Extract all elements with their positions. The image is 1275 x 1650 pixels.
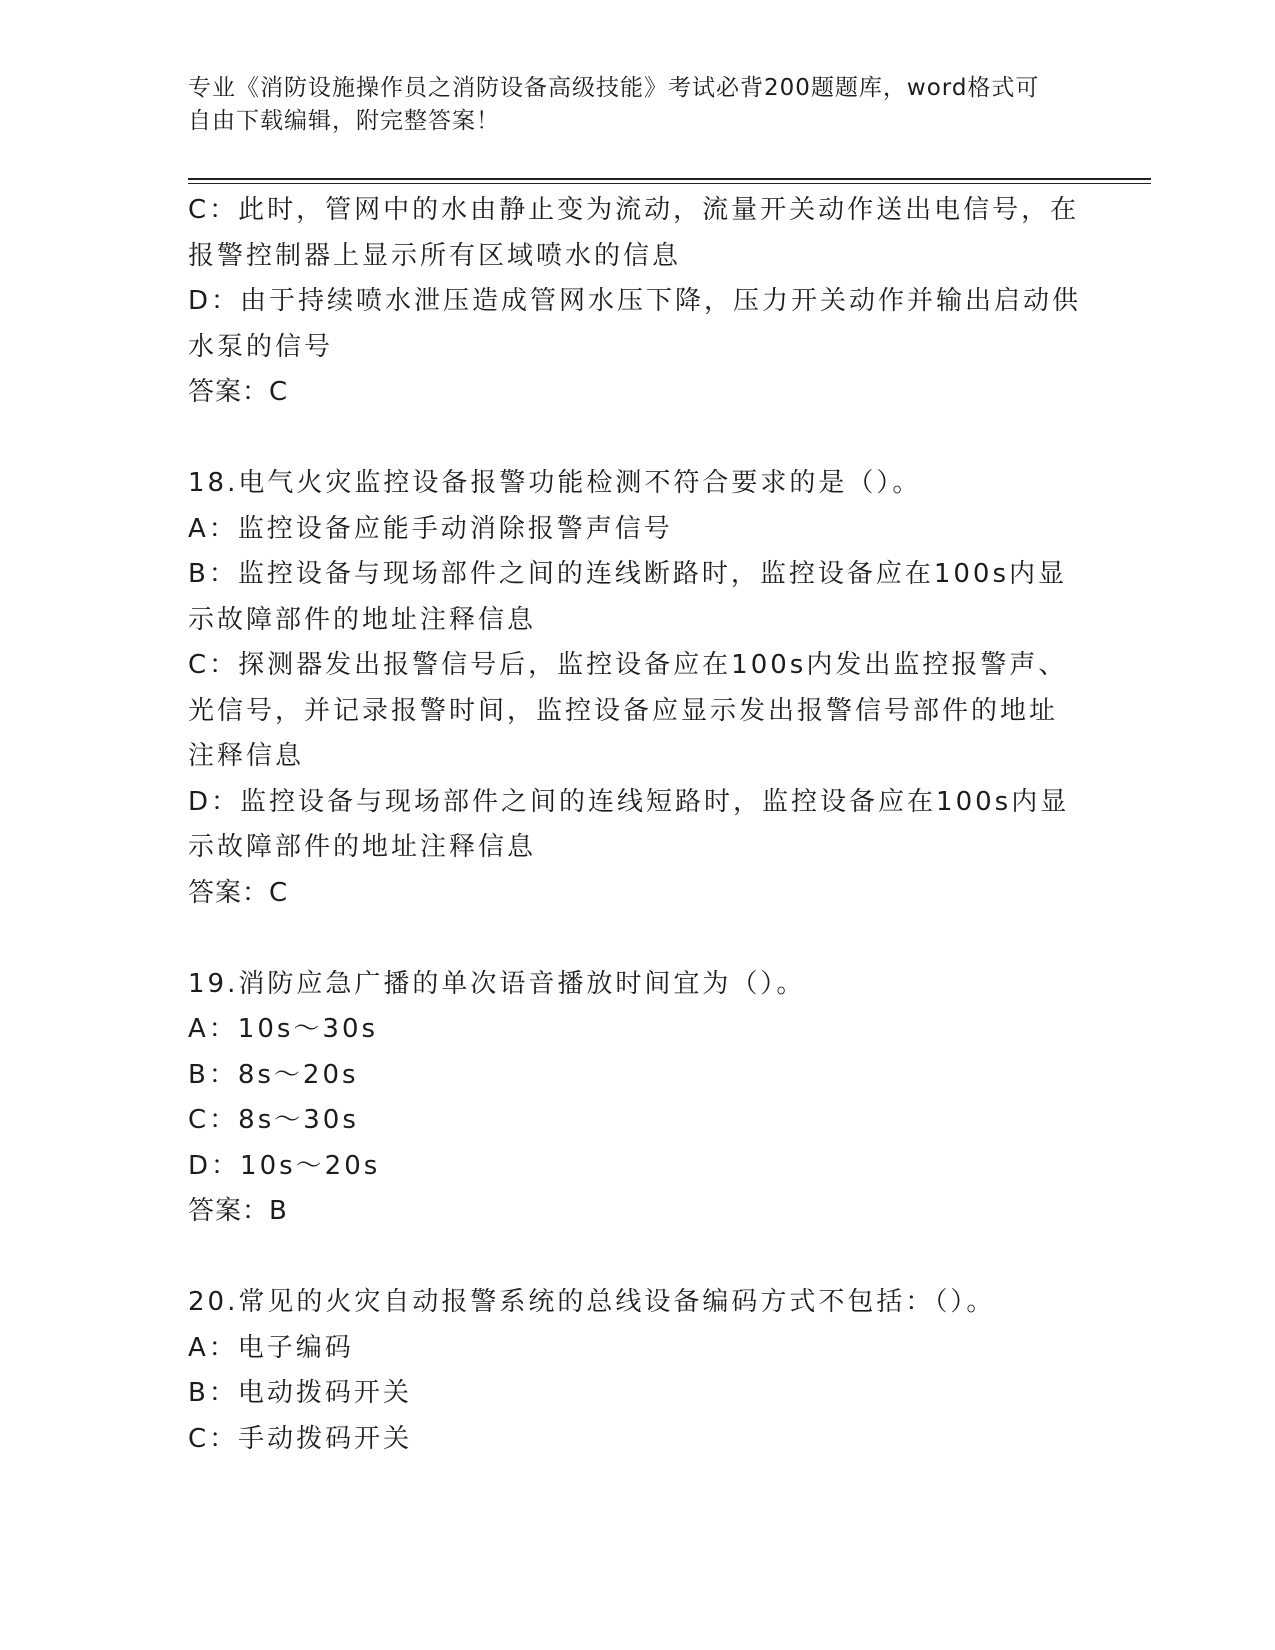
question-18 [188,461,1088,916]
document-header [188,72,1088,138]
option-c-line: 报警控制器上显示所有区域喷水的信息 [188,240,682,271]
option-a: A：监控设备应能手动消除报警声信号 [188,513,673,544]
option-c-line: 光信号，并记录报警时间，监控设备应显示发出报警信号部件的地址 [188,695,1059,726]
header-divider-thick [188,178,1151,180]
option-b: B：电动拨码开关 [188,1378,412,1408]
header-line-2: 自由下载编辑，附完整答案！ [188,108,500,134]
option-c: C：8s～30s [188,1105,359,1135]
option-c-line: C：探测器发出报警信号后，监控设备应在100s内发出监控报警声、 [188,650,1068,680]
header-divider-thin [188,183,1151,184]
option-d-line: 示故障部件的地址注释信息 [188,832,537,862]
option-a: A：10s～30s [188,1014,379,1044]
option-c: C：手动拨码开关 [188,1423,413,1454]
option-d-line: D：由于持续喷水泄压造成管网水压下降，压力开关动作并输出启动供 [188,286,1082,316]
question-stem: 18.电气火灾监控设备报警功能检测不符合要求的是（）。 [188,468,922,498]
option-b-line: 示故障部件的地址注释信息 [188,604,537,635]
option-d-line: D：监控设备与现场部件之间的连线短路时，监控设备应在100s内显 [188,786,1070,817]
spacer [188,1235,1088,1281]
spacer [188,916,1088,962]
option-c-line: C：此时，管网中的水由静止变为流动，流量开关动作送出电信号，在 [188,195,1080,225]
question-17-tail [188,188,1088,416]
answer-line: 答案：C [188,877,289,908]
answer-line: 答案：C [188,377,289,407]
option-a: A：电子编码 [188,1332,354,1363]
question-content [188,188,1088,1462]
question-19 [188,962,1088,1235]
header-line-1: 专业《消防设施操作员之消防设备高级技能》考试必背200题题库，word格式可 [188,75,1040,101]
question-20 [188,1280,1088,1462]
option-d: D：10s～20s [188,1150,381,1181]
option-d-line: 水泵的信号 [188,331,334,362]
option-c-line: 注释信息 [188,741,305,771]
answer-line: 答案：B [188,1196,288,1226]
question-stem: 20.常见的火灾自动报警系统的总线设备编码方式不包括：（）。 [188,1287,996,1317]
option-b-line: B：监控设备与现场部件之间的连线断路时，监控设备应在100s内显 [188,559,1068,589]
option-b: B：8s～20s [188,1059,359,1090]
spacer [188,416,1088,462]
question-stem: 19.消防应急广播的单次语音播放时间宜为（）。 [188,968,806,999]
